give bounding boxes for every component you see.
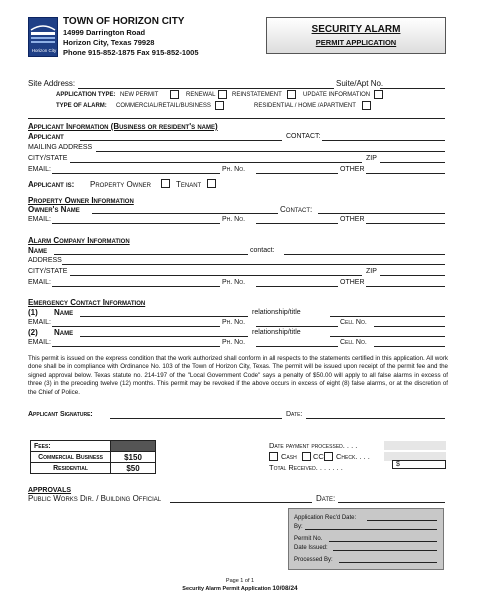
check-label: Check. . . . [336, 452, 370, 461]
approval-signature-field[interactable] [170, 502, 312, 503]
owner-email-field[interactable] [52, 223, 220, 224]
owner-email-label: EMAIL: [28, 216, 51, 223]
company-city-field[interactable] [70, 275, 362, 276]
emergency-num-2: (2) [28, 328, 38, 337]
owner-other-field[interactable] [366, 223, 445, 224]
footer-line [0, 585, 480, 592]
fee-amount: $50 [111, 463, 156, 474]
site-address-label: Site Address: [28, 79, 76, 88]
applicant-email-field[interactable] [52, 173, 220, 174]
emergency-email-label-1: EMAIL: [28, 319, 51, 326]
cc-label: CC [313, 452, 324, 461]
total-received-field[interactable] [392, 460, 446, 469]
suite-label: Suite/Apt No. [336, 79, 384, 88]
company-phone-field[interactable] [256, 286, 338, 287]
company-email-field[interactable] [52, 286, 220, 287]
recd-by-field[interactable] [305, 529, 437, 530]
emergency-cell-label-2: Cell No. [340, 339, 367, 346]
check-checkbox[interactable] [324, 452, 333, 461]
emergency-phone-field-2[interactable] [256, 346, 338, 347]
mailing-field[interactable] [96, 151, 445, 152]
emergency-relationship-label-2: relationship/title [252, 329, 301, 336]
org-name: TOWN OF HORIZON CITY [63, 16, 185, 27]
fees-table [30, 440, 156, 474]
emergency-email-field-1[interactable] [52, 326, 220, 327]
payment-date-field[interactable] [384, 441, 446, 450]
approvals-heading: APPROVALS [28, 487, 72, 494]
applicant-heading: Applicant Information (Business or resident's name) [28, 122, 218, 131]
date-issued-label: Date Issued: [294, 545, 328, 551]
emergency-email-field-2[interactable] [52, 346, 220, 347]
org-address-2: Horizon City, Texas 79928 [63, 38, 155, 47]
emergency-phone-field-1[interactable] [256, 326, 338, 327]
org-phone: Phone 915-852-1875 Fax 915-852-1005 [63, 48, 199, 57]
approvals-dept-label: Public Works Dir. / Building Official [28, 494, 162, 503]
tenant-option-label: Tenant [176, 180, 202, 189]
emergency-cell-label-1: Cell No. [340, 319, 367, 326]
divider [28, 118, 445, 119]
page-number: Page 1 of 1 [225, 578, 255, 584]
mailing-label: MAILING ADDRESS [28, 144, 93, 151]
approval-date-label: Date: [316, 494, 336, 503]
commercial-checkbox[interactable] [215, 101, 224, 110]
applicant-label: Applicant [28, 132, 64, 141]
table-row [31, 452, 156, 463]
company-phone-label: Ph. No. [222, 279, 246, 286]
zip-field[interactable] [380, 162, 445, 163]
recd-date-label: Application Rec'd Date: [294, 515, 357, 521]
alarm-type-label: TYPE OF ALARM: [56, 103, 107, 109]
emergency-heading: Emergency Contact Information [28, 298, 146, 307]
processed-by-field[interactable] [339, 562, 437, 563]
owner-option-label: Property Owner [90, 180, 152, 189]
company-name-label: Name [28, 246, 48, 255]
owner-contact-label: Contact: [280, 205, 313, 214]
emergency-cell-field-2[interactable] [374, 346, 445, 347]
permit-title-box [266, 17, 446, 54]
emergency-relationship-label-1: relationship/title [252, 309, 301, 316]
emergency-name-field-2[interactable] [80, 336, 248, 337]
currency-symbol: $ [396, 461, 400, 468]
emergency-cell-field-1[interactable] [374, 326, 445, 327]
type-renewal-label: RENEWAL [186, 92, 216, 98]
emergency-phone-label-2: Ph. No. [222, 339, 246, 346]
emergency-relationship-field-2[interactable] [330, 336, 445, 337]
cash-checkbox[interactable] [269, 452, 278, 461]
emergency-name-label-2: Name [54, 328, 74, 337]
fee-label: Residential [31, 463, 111, 474]
total-received-label: Total Received. . . . . . . [269, 463, 343, 472]
permit-no-label: Permit No. [294, 536, 323, 542]
recd-date-field[interactable] [367, 520, 437, 521]
fees-header: Fees: [31, 441, 111, 452]
emergency-name-label-1: Name [54, 308, 74, 317]
suite-field[interactable] [380, 88, 445, 89]
table-row [31, 463, 156, 474]
applicant-phone-field[interactable] [256, 173, 338, 174]
application-type-label: APPLICATION TYPE: [56, 92, 116, 98]
new-permit-checkbox[interactable] [170, 90, 179, 99]
company-other-field[interactable] [366, 286, 445, 287]
terms-paragraph: This permit is issued on the express condition that the work authorized shall conform in all respects to the statements certified in this application. All work done shall be in compliance with Ordinance No. 103 of the Town of Horizon City, Texas. The permit will be issued upon receipt of the permit fee and the signed approval below. Texas statute no. 214-197 of the "Local Government Code" says a penalty of $50.00 will apply to all false alarms in excess of three (3) in the preceding twelve (12) months. This permit may be revoked if the above occurs in excess of eight (8) false alarms, or at the discretion of the Chief of Police. [28, 355, 448, 396]
owner-phone-field[interactable] [256, 223, 338, 224]
permit-title: SECURITY ALARM [311, 24, 401, 35]
company-zip-field[interactable] [380, 275, 445, 276]
town-logo [28, 17, 58, 57]
city-label: CITY/STATE [28, 155, 68, 162]
processed-by-label: Processed By: [294, 557, 333, 563]
company-other-label: OTHER [340, 279, 365, 286]
renewal-checkbox[interactable] [218, 90, 227, 99]
fees-header-shade [111, 441, 156, 452]
emergency-relationship-field-1[interactable] [330, 316, 445, 317]
signature-date-field[interactable] [306, 418, 445, 419]
org-address-1: 14999 Darrington Road [63, 28, 146, 37]
type-update-label: UPDATE INFORMATION [303, 92, 371, 98]
applicant-phone-label: Ph. No. [222, 166, 246, 173]
footer-date: 10/08/24 [272, 585, 298, 592]
applicant-email-label: EMAIL: [28, 166, 51, 173]
company-address-field[interactable] [62, 264, 445, 265]
owner-name-label: Owner's Name [28, 205, 80, 214]
recd-by-label: By: [294, 524, 303, 530]
owner-phone-label: Ph. No. [222, 216, 246, 223]
site-address-field[interactable] [78, 88, 334, 89]
tenant-checkbox[interactable] [207, 179, 216, 188]
applicant-is-label: Applicant is: [28, 180, 75, 189]
applicant-other-field[interactable] [366, 173, 445, 174]
permit-no-field[interactable] [329, 541, 437, 542]
cash-label: Cash [281, 452, 297, 461]
city-field[interactable] [70, 162, 362, 163]
applicant-name-field[interactable] [80, 140, 282, 141]
fee-amount: $150 [111, 452, 156, 463]
owner-contact-field[interactable] [318, 213, 445, 214]
applicant-contact-label: CONTACT: [286, 133, 321, 140]
fee-label: Commercial Business [31, 452, 111, 463]
reinstatement-checkbox[interactable] [287, 90, 296, 99]
applicant-contact-field[interactable] [322, 140, 445, 141]
signature-field[interactable] [110, 418, 282, 419]
company-name-field[interactable] [54, 254, 248, 255]
signature-date-label: Date: [286, 411, 303, 418]
cc-checkbox[interactable] [302, 452, 311, 461]
emergency-name-field-1[interactable] [80, 316, 248, 317]
company-address-label: ADDRESS [28, 257, 62, 264]
owner-heading: Property Owner Information [28, 196, 134, 205]
emergency-email-label-2: EMAIL: [28, 339, 51, 346]
approval-date-field[interactable] [338, 502, 445, 503]
company-city-label: CITY/STATE [28, 268, 68, 275]
signature-label: Applicant Signature: [28, 411, 93, 418]
company-contact-label: contact: [250, 247, 275, 254]
alarm-commercial-label: COMMERCIAL/RETAIL/BUSINESS [116, 103, 211, 109]
logo-text: Horizon City [31, 48, 57, 53]
company-zip-label: ZIP [366, 268, 377, 275]
owner-other-label: OTHER [340, 216, 365, 223]
property-owner-checkbox[interactable] [161, 179, 170, 188]
company-email-label: EMAIL: [28, 279, 51, 286]
emergency-num-1: (1) [28, 308, 38, 317]
residential-checkbox[interactable] [362, 101, 371, 110]
type-new-label: NEW PERMIT [120, 92, 159, 98]
alarm-residential-label: RESIDENTIAL / HOME /APARTMENT [254, 103, 356, 109]
owner-name-field[interactable] [92, 213, 278, 214]
footer-title: Security Alarm Permit Application [182, 586, 271, 592]
type-reinstatement-label: REINSTATEMENT [232, 92, 282, 98]
company-contact-field[interactable] [284, 254, 445, 255]
permit-subtitle: PERMIT APPLICATION [315, 38, 397, 47]
zip-label: ZIP [366, 155, 377, 162]
emergency-phone-label-1: Ph. No. [222, 319, 246, 326]
date-issued-field[interactable] [333, 550, 437, 551]
office-use-box [288, 508, 444, 570]
payment-date-label: Date payment processed. . . . [269, 441, 358, 450]
company-heading: Alarm Company Information [28, 236, 130, 245]
applicant-other-label: OTHER [340, 166, 365, 173]
update-checkbox[interactable] [374, 90, 383, 99]
